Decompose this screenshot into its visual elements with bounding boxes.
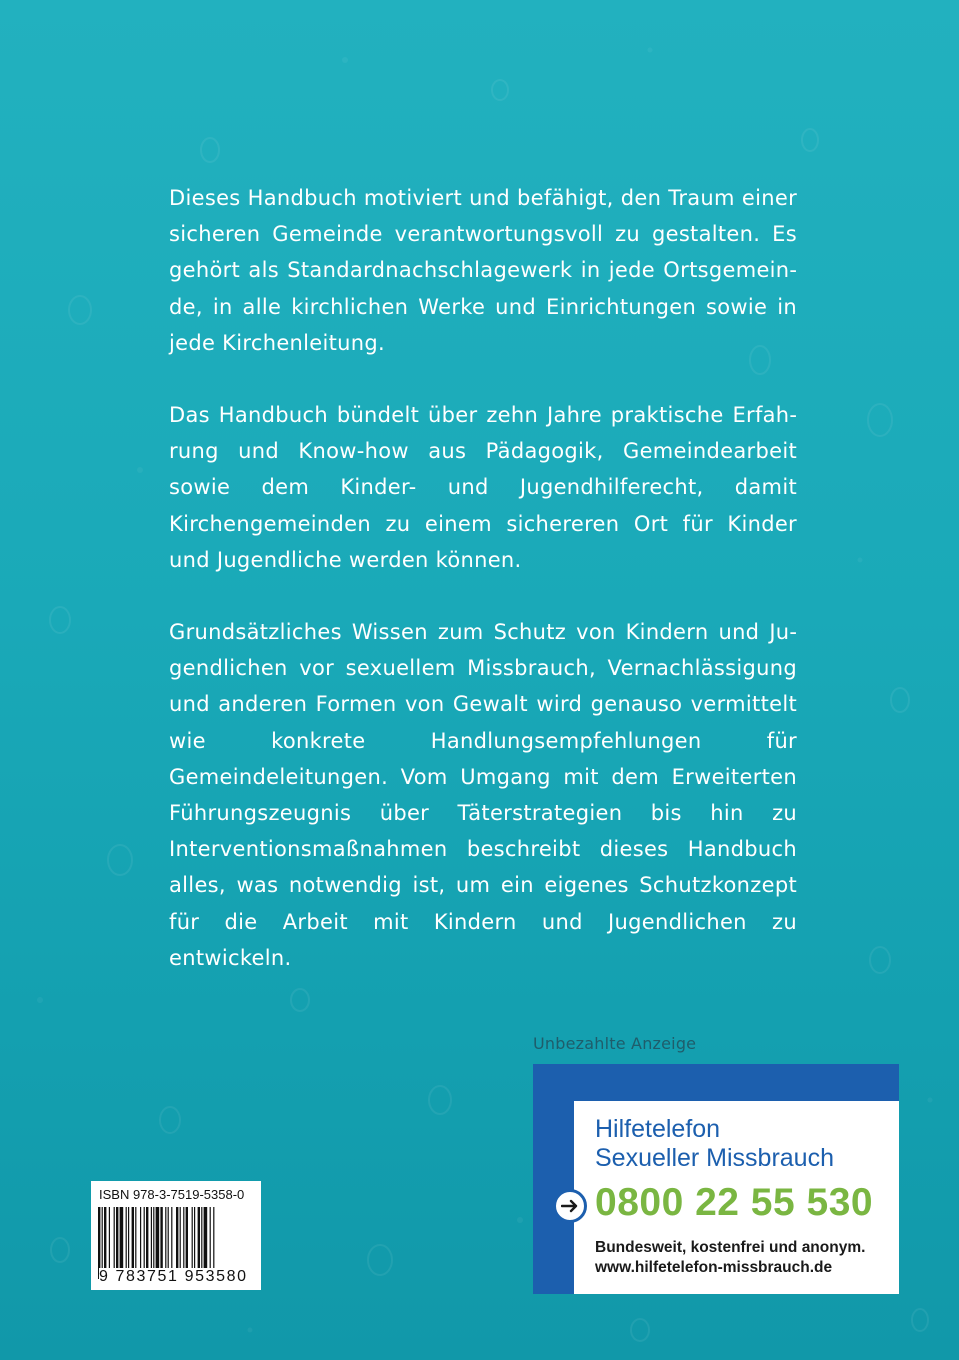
barcode-bar [194, 1207, 195, 1269]
hotline-title-line-2: Sexueller Missbrauch [595, 1144, 834, 1172]
barcode-bar [116, 1207, 118, 1269]
blurb-paragraph-1: Dieses Handbuch motiviert und befähigt, den Traum einer sicheren Gemeinde verantwortungsvoll zu gestalten. Es gehört als Standardnachschlagewerk in jede Ortsgemeinde, in alle kirchlichen Werke und Einrichtungen sowie in jede Kirchenleitung. [169, 186, 797, 355]
ad-label: Unbezahlte Anzeige [533, 1034, 697, 1053]
barcode-bar [186, 1207, 188, 1269]
barcode-bar [198, 1207, 200, 1269]
hotline-advert [533, 1064, 899, 1294]
barcode-bar [109, 1207, 110, 1269]
barcode-bar [114, 1207, 115, 1269]
barcode-bar [104, 1207, 106, 1269]
hotline-phone-number: 0800 22 55 530 [595, 1181, 874, 1224]
barcode-bar [120, 1207, 124, 1269]
hotline-website: www.hilfetelefon-missbrauch.de [595, 1259, 833, 1276]
hotline-advert-card [574, 1101, 899, 1294]
hotline-description [595, 1238, 865, 1278]
arrow-right-icon [553, 1189, 587, 1223]
barcode-bar [176, 1207, 178, 1269]
barcode-bar [168, 1207, 169, 1269]
barcode-bar [192, 1207, 193, 1269]
barcode-bar [201, 1207, 202, 1269]
isbn-barcode [91, 1181, 261, 1290]
barcode-bar [128, 1207, 129, 1269]
barcode-bar [126, 1207, 127, 1269]
barcode-digits: 9 783751 953580 [99, 1268, 248, 1285]
barcode-bar [140, 1207, 141, 1269]
blurb-paragraph-3: Grundsätzliches Wissen zum Schutz von Kindern und Jugendlichen vor sexuellem Missbrauch, Vernachlässigung und anderen Formen von Gewalt wird genauso vermittelt wie konkrete Handlungsempfehlungen für Gemeindeleitungen. Vom Umgang mit dem Erweiterten Führungszeugnis über Täterstrategien bis hin zu Interventionsmaßnahmen beschreibt dieses Handbuch alles, was notwendig ist, um ein eigenes Schutzkonzept für die Arbeit mit Kindern und Jugendlichen zu entwickeln. [169, 620, 797, 970]
barcode-bar [160, 1207, 162, 1269]
hotline-description-line-1: Bundesweit, kostenfrei und anonym. [595, 1239, 866, 1256]
barcode-bar [165, 1207, 166, 1269]
hotline-title-line-1: Hilfetelefon [595, 1115, 721, 1143]
hotline-title [595, 1115, 834, 1173]
barcode-bar [135, 1207, 136, 1269]
blurb-text [169, 180, 797, 1012]
barcode-bar [146, 1207, 148, 1269]
blurb-paragraph-2: Das Handbuch bündelt über zehn Jahre praktische Erfahrung und Know-how aus Pädagogik, Gemeindearbeit sowie dem Kinder- und Jugendhilferecht, damit Kirchengemeinden zu einem sichereren Ort für Kinder und Jugendliche werden können. [169, 403, 797, 572]
barcode-bar [171, 1207, 172, 1269]
barcode-bar [151, 1207, 152, 1269]
barcode-bar [132, 1207, 134, 1269]
barcode-bar [153, 1207, 154, 1269]
arrow-right-icon-glyph [561, 1199, 579, 1213]
barcode-bar [204, 1207, 208, 1269]
barcode-bar [180, 1207, 181, 1269]
isbn-number: ISBN 978-3-7519-5358-0 [99, 1187, 245, 1202]
barcode-bar [144, 1207, 145, 1269]
barcode-bar [183, 1207, 184, 1269]
